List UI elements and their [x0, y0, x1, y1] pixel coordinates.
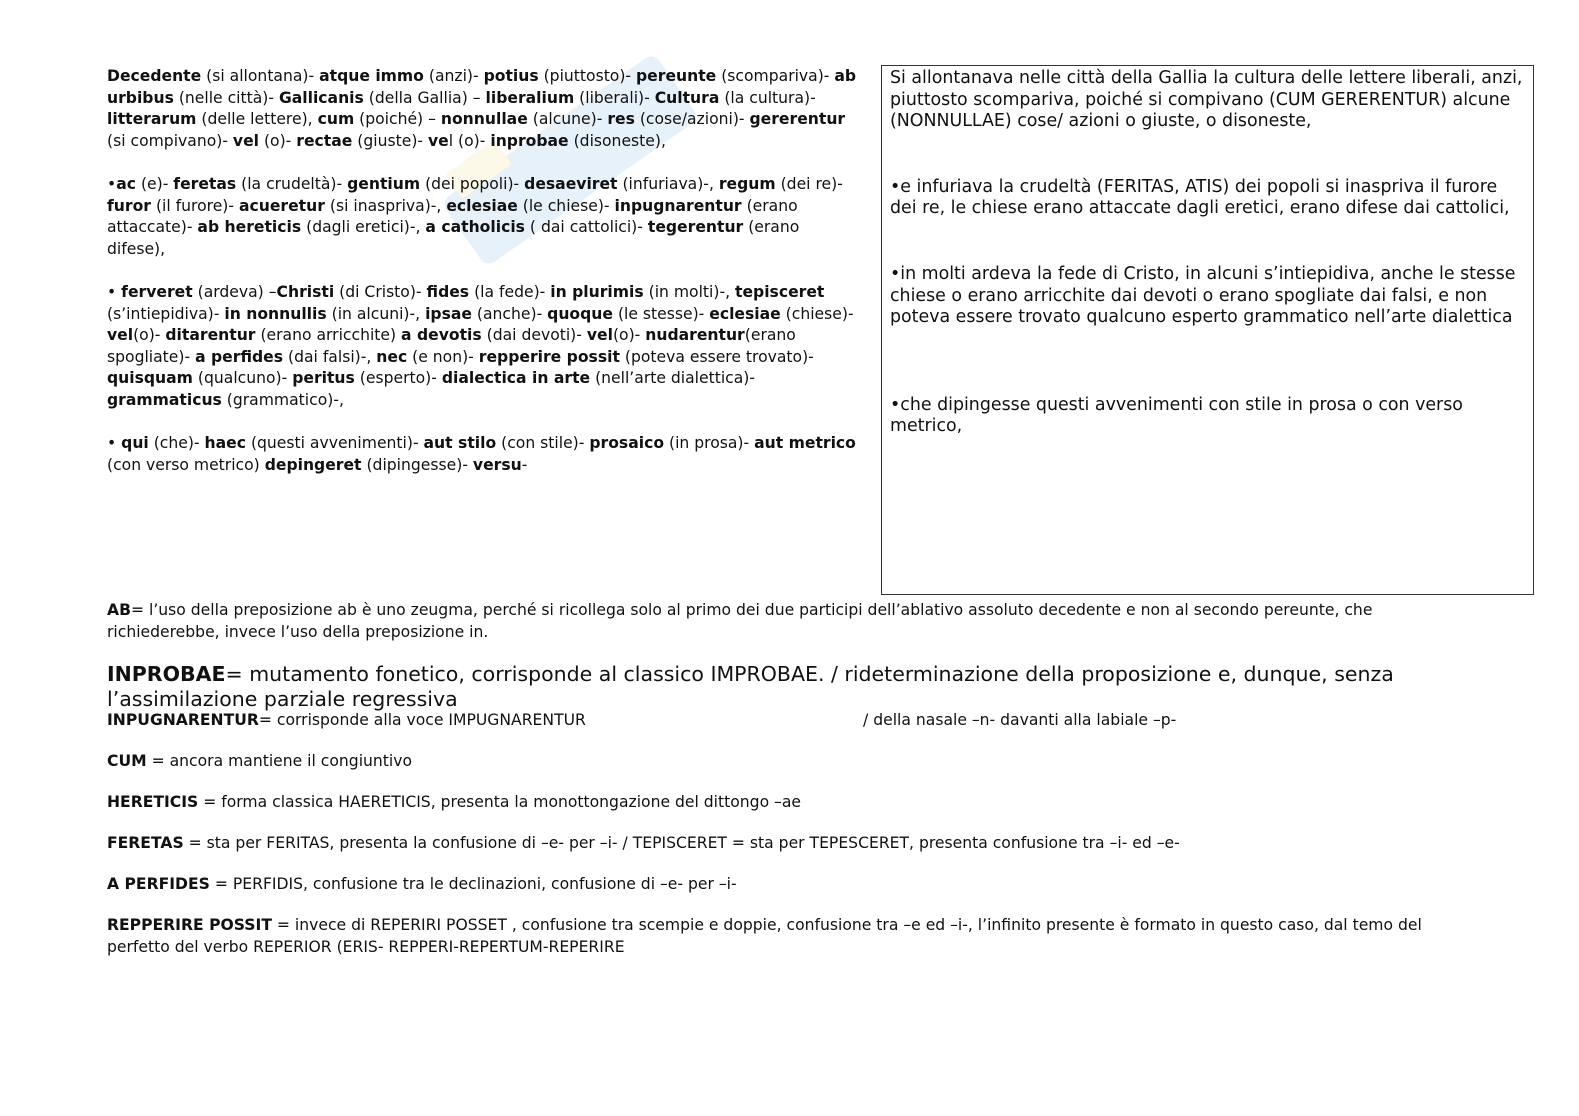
latin-term: ac	[116, 175, 136, 193]
note-her-term: HERETICIS	[107, 793, 199, 811]
gloss-paragraph-4: • qui (che)- haec (questi avvenimenti)- aut stilo (con stile)- prosaico (in prosa)- aut metrico (con verso metrico) depingeret (dipingesse)- versu-	[107, 434, 856, 474]
latin-term: Gallicanis	[278, 88, 364, 107]
note-a-perfides	[107, 873, 1467, 895]
latin-term: inprobae	[490, 131, 569, 150]
note-fer-text: = sta per FERITAS, presenta la confusione di –e- per –i- / TEPISCERET = sta per TEPESCERET, presenta confusione tra –i- ed –e-	[183, 834, 1180, 852]
latin-term: desaeviret	[524, 175, 618, 193]
latin-term: ab hereticis	[197, 218, 302, 236]
note-cum-text: = ancora mantiene il congiuntivo	[146, 752, 413, 770]
latin-term: repperire possit	[478, 347, 620, 366]
latin-term: dialectica in arte	[441, 369, 591, 387]
latin-term: quoque	[547, 304, 613, 323]
latin-term: peritus	[292, 369, 355, 387]
latin-term: Christi	[276, 283, 335, 301]
latin-term: cum	[317, 110, 355, 128]
translation-4: •che dipingesse questi avvenimenti con stile in prosa o con verso metrico,	[890, 394, 1463, 437]
latin-term: liberalium	[485, 88, 575, 107]
latin-term: depingeret	[264, 455, 362, 474]
note-ab-text: = l’uso della preposizione ab è uno zeugma, perché si ricollega solo al primo dei due participi dell’ablativo assoluto decedente e non al secondo pereunte, che richiederebbe, invece l’uso della preposizione in.	[107, 601, 1373, 641]
latin-term: atque immo	[319, 67, 424, 85]
note-inprobae	[107, 662, 1437, 712]
note-fer-term: FERETAS	[107, 834, 184, 852]
note-feretas	[107, 832, 1467, 854]
note-inpug-tail: / della nasale –n- davanti alla labiale –p-	[863, 711, 1177, 729]
latin-term: versu	[472, 455, 522, 474]
latin-term: ab urbibus	[107, 67, 857, 107]
gloss-paragraph-1: Decedente (si allontana)- atque immo (anzi)- potius (piuttosto)- pereunte (scompariva)- ab urbibus (nelle città)- Gallicanis (della Gallia) – liberalium (liberali)- Cultura (la cultura)- litterarum (delle lettere), cum (poiché) – nonnullae (alcune)- res (cose/azioni)- gererentur (si compivano)- vel (o)- rectae (giuste)- vel (o)- inprobae (disoneste),	[107, 67, 857, 150]
latin-term: vel	[586, 326, 613, 344]
latin-term: a perfides	[195, 347, 284, 366]
latin-term: acueretur	[238, 196, 325, 215]
latin-term: Cultura	[654, 88, 720, 107]
latin-term: eclesiae	[709, 304, 781, 323]
latin-term: res	[607, 110, 635, 128]
latin-term: regum	[718, 175, 776, 193]
latin-term: pereunte	[636, 67, 717, 85]
latin-term: eclesiae	[446, 196, 518, 215]
latin-term: fides	[426, 283, 470, 301]
latin-term: ipsae	[425, 304, 472, 323]
note-rep-text: = invece di REPERIRI POSSET , confusione tra scempie e doppie, confusione tra –e ed –i-, l’infinito presente è formato in questo caso, dal temo del perfetto del verbo REPERIOR (ERIS- REPPERI-REPERTUM-REPERIRE	[107, 916, 1422, 956]
note-rep-term: REPPERIRE POSSIT	[107, 916, 272, 934]
latin-term: ferveret	[121, 283, 193, 301]
latin-term: gererentur	[749, 110, 846, 128]
note-inprobae-term: INPROBAE	[107, 662, 226, 686]
latin-term: in nonnullis	[224, 304, 327, 323]
latin-term: Decedente	[107, 67, 202, 85]
note-inprobae-text: = mutamento fonetico, corrisponde al classico IMPROBAE. / rideterminazione della proposizione e, dunque, senza l’assimilazione parziale regressiva	[107, 662, 1394, 711]
note-her-text: = forma classica HAERETICIS, presenta la monottongazione del dittongo –ae	[198, 793, 802, 811]
note-inpug-term: INPUGNARENTUR	[107, 711, 259, 729]
note-cum	[107, 750, 1467, 772]
note-repperire	[107, 914, 1467, 958]
latin-term: grammaticus	[107, 390, 222, 409]
latin-term: nonnullae	[440, 110, 528, 128]
latin-term: aut metrico	[754, 434, 856, 452]
latin-term: furor	[107, 196, 151, 215]
gloss-paragraph-2: •ac (e)- feretas (la crudeltà)- gentium (dei popoli)- desaeviret (infuriava)-, regum (dei re)- furor (il furore)- acueretur (si inaspriva)-, eclesiae (le chiese)- inpugnarentur (erano attaccate)- ab hereticis (dagli eretici)-, a catholicis ( dai cattolici)- tegerentur (erano difese),	[107, 175, 843, 258]
latin-term: aut stilo	[423, 434, 497, 452]
gloss-paragraph-3: • ferveret (ardeva) –Christi (di Cristo)- fides (la fede)- in plurimis (in molti)-, tepisceret (s’intiepidiva)- in nonnullis (in alcuni)-, ipsae (anche)- quoque (le stesse)- eclesiae (chiese)- vel(o)- ditarentur (erano arricchite) a devotis (dai devoti)- vel(o)- nudarentur(erano spogliate)- a perfides (dai falsi)-, nec (e non)- repperire possit (poteva essere trovato)- quisquam (qualcuno)- peritus (esperto)- dialectica in arte (nell’arte dialettica)- grammaticus (grammatico)-,	[107, 283, 854, 409]
latin-term: tepisceret	[735, 283, 825, 301]
latin-term: potius	[483, 67, 539, 85]
latin-term: nudarentur	[645, 326, 745, 344]
latin-term: vel	[107, 326, 134, 344]
latin-term: nec	[376, 347, 408, 366]
note-hereticis	[107, 791, 1467, 813]
translation-2: •e infuriava la crudeltà (FERITAS, ATIS) dei popoli si inaspriva il furore dei re, le chiese erano attaccate dagli eretici, erano difese dai cattolici,	[890, 176, 1510, 219]
latin-term: feretas	[173, 175, 237, 193]
translation-3: •in molti ardeva la fede di Cristo, in alcuni s’intiepidiva, anche le stesse chiese o erano arricchite dai devoti o erano spogliate dai falsi, e non poteva essere trovato qualcuno esperto grammatico nell’arte dialettica	[890, 263, 1516, 328]
note-inpug-text: = corrisponde alla voce IMPUGNARENTUR	[258, 711, 586, 729]
latin-term: rectae	[296, 131, 353, 150]
latin-term: inpugnarentur	[614, 196, 742, 215]
translation-1: Si allontanava nelle città della Gallia la cultura delle lettere liberali, anzi, piuttosto scompariva, poiché si compivano (CUM GERERENTUR) alcune (NONNULLAE) cose/ azioni o giuste, o disoneste,	[890, 68, 1523, 132]
note-ab	[107, 599, 1467, 643]
latin-term: litterarum	[107, 110, 197, 128]
latin-term: gentium	[347, 175, 421, 193]
latin-term: a devotis	[401, 326, 482, 344]
translation-box	[881, 65, 1534, 595]
latin-term: qui	[121, 434, 149, 452]
latin-term: tegerentur	[647, 218, 744, 236]
note-cum-term: CUM	[107, 752, 147, 770]
latin-gloss	[107, 66, 857, 498]
latin-term: in plurimis	[550, 283, 644, 301]
note-aperf-term: A PERFIDES	[107, 875, 210, 893]
latin-term: ditarentur	[165, 326, 256, 344]
latin-term: prosaico	[589, 434, 665, 452]
note-aperf-text: = PERFIDIS, confusione tra le declinazioni, confusione di –e- per –i-	[209, 875, 737, 893]
latin-term: a catholicis	[425, 218, 525, 236]
note-ab-term: AB	[107, 601, 131, 619]
latin-term: ve	[428, 131, 449, 150]
latin-term: vel	[232, 131, 260, 150]
latin-term: haec	[204, 434, 246, 452]
latin-term: quisquam	[107, 369, 193, 387]
